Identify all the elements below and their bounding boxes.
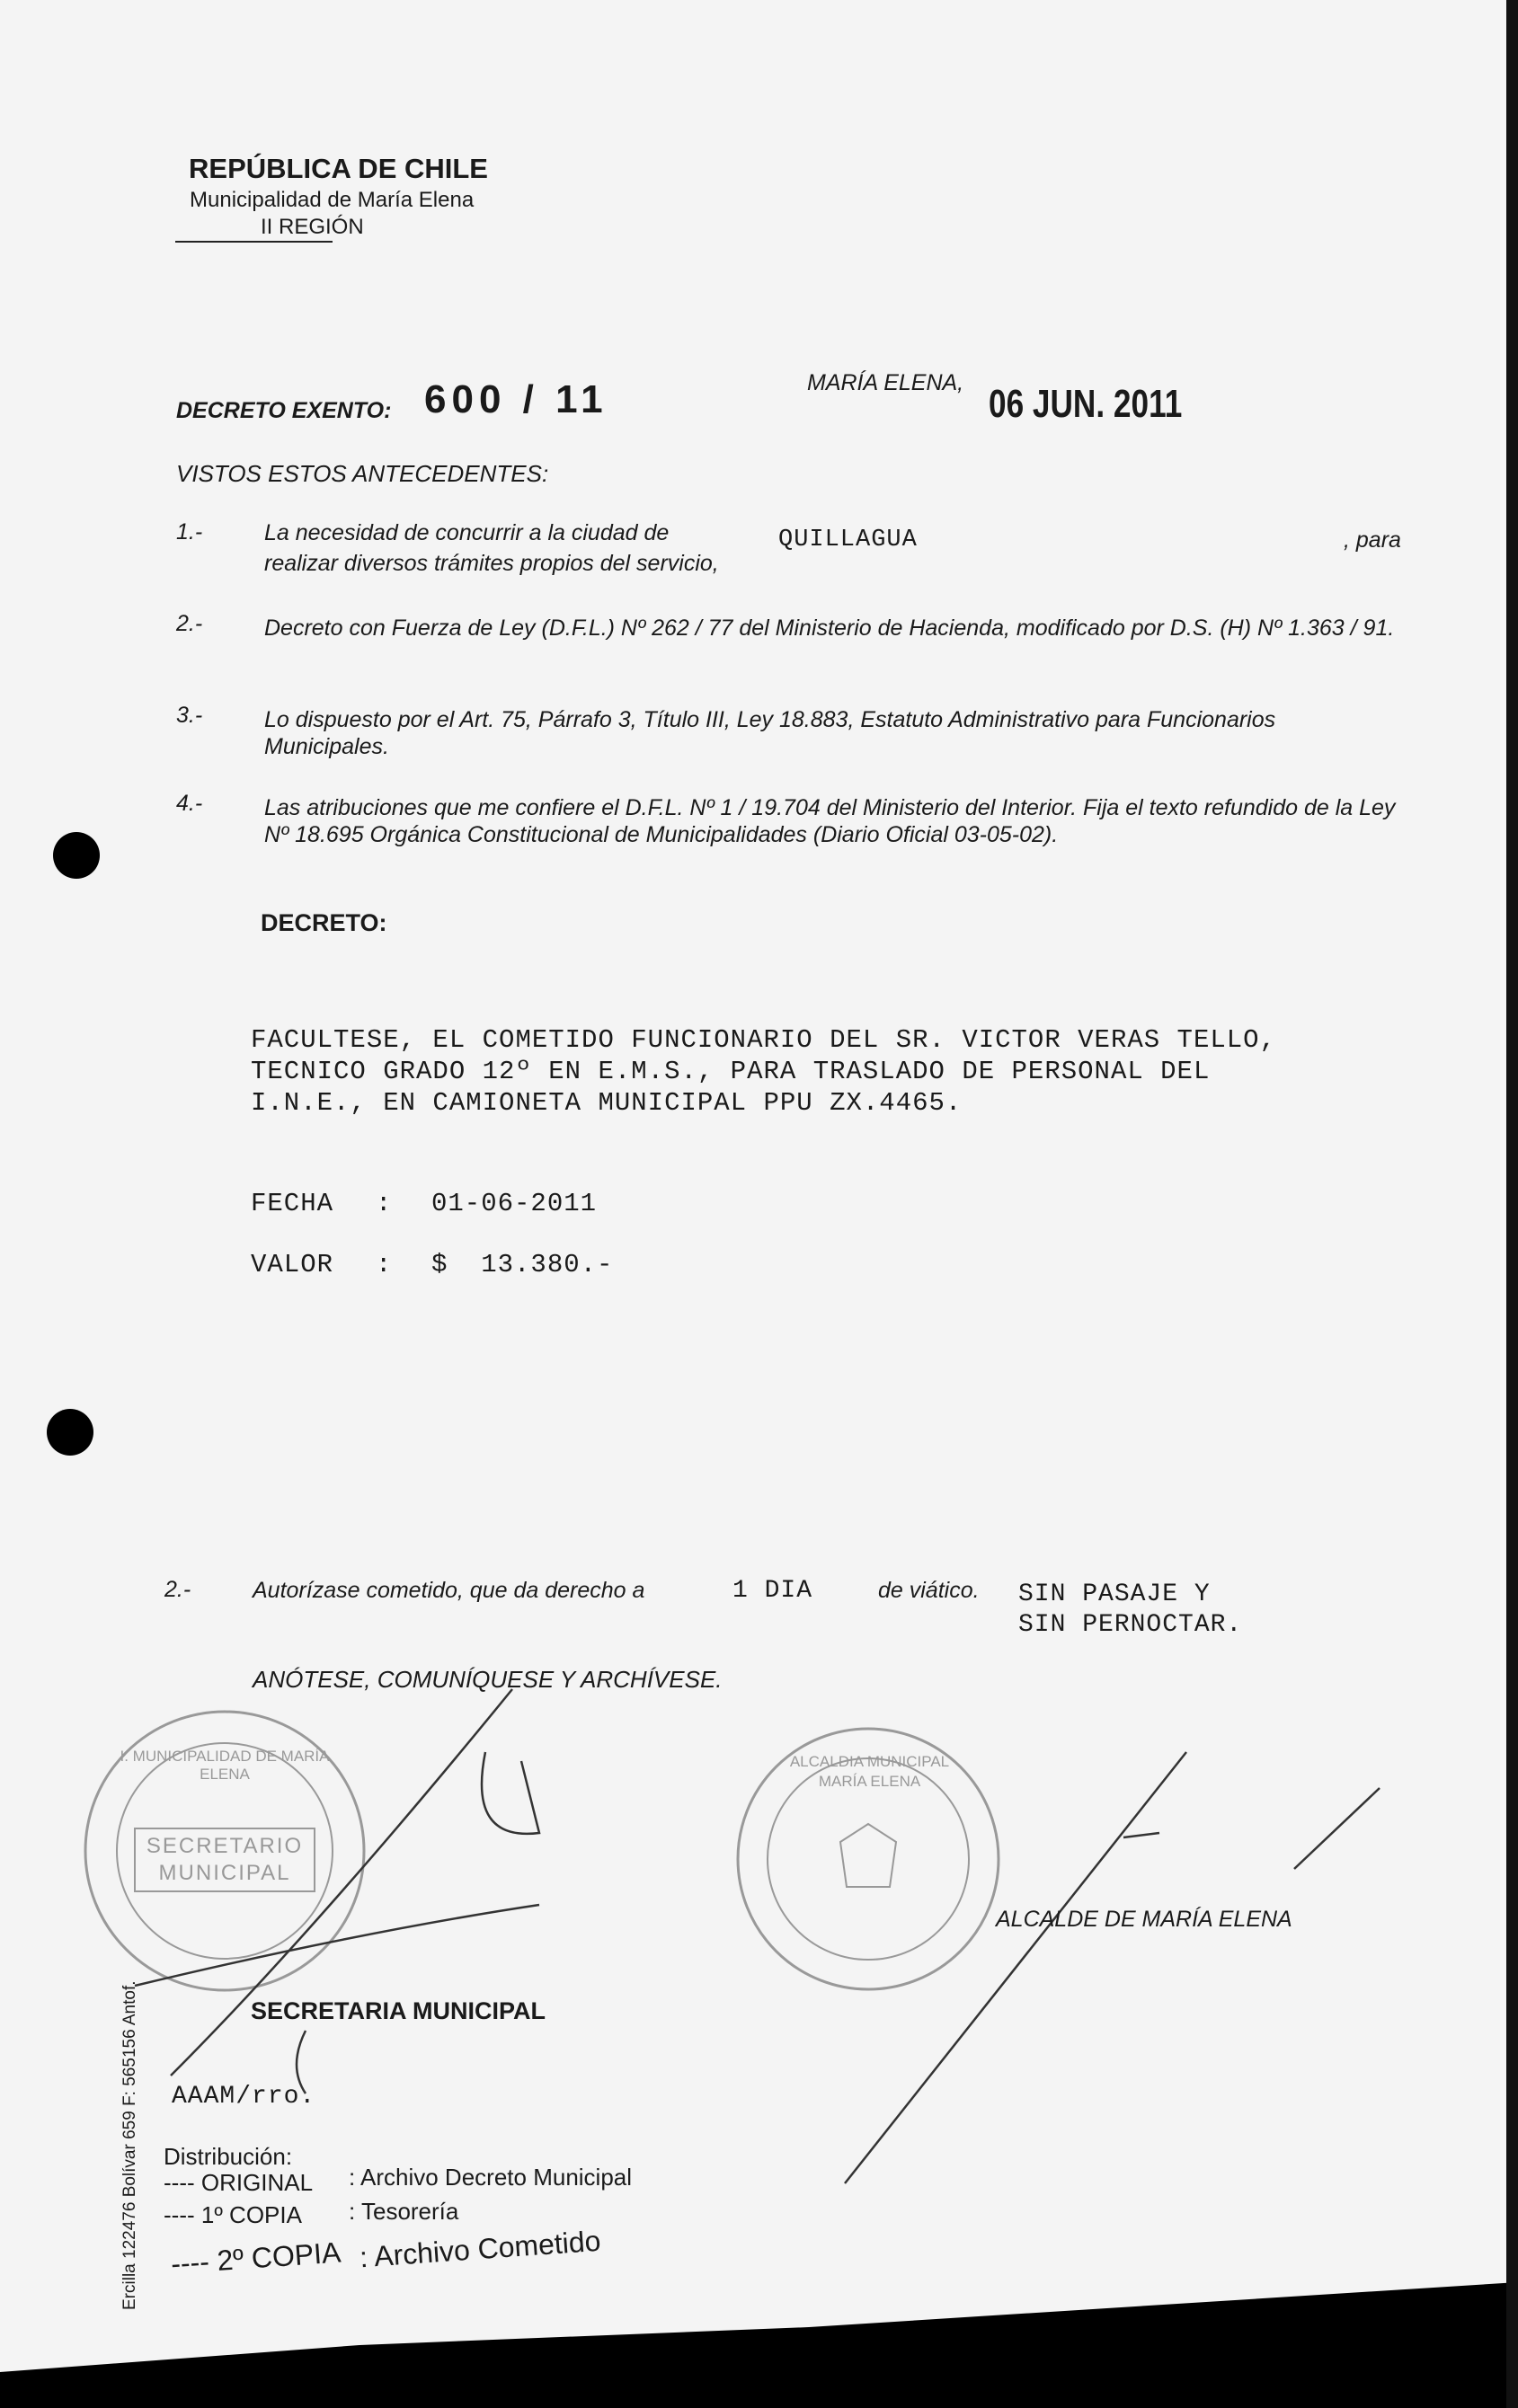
distribution-title: Distribución: <box>164 2143 293 2170</box>
punch-hole <box>53 832 100 879</box>
distribution-dest: : Tesorería <box>349 2198 459 2225</box>
mayor-signature <box>845 1752 1380 2183</box>
scan-edge <box>1506 0 1518 2408</box>
fecha-label: FECHA <box>251 1189 334 1218</box>
point2-number: 2.- <box>164 1577 191 1602</box>
point2-note: SIN PASAJE Y <box>1018 1580 1211 1608</box>
region-label: II REGIÓN <box>261 215 364 239</box>
item-number: 2.- <box>176 611 203 636</box>
decree-body-line: TECNICO GRADO 12º EN E.M.S., PARA TRASLADO DE PERSONAL DEL <box>251 1057 1211 1086</box>
punch-hole <box>47 1409 93 1456</box>
decree-number-stamp: 600 / 11 <box>424 377 608 421</box>
place-label: MARÍA ELENA, <box>807 370 964 395</box>
point2-note: SIN PERNOCTAR. <box>1018 1611 1243 1639</box>
distribution-dest: : Archivo Decreto Municipal <box>349 2164 633 2191</box>
item-number: 3.- <box>176 703 203 728</box>
distribution-copy: ---- 2º COPIA <box>169 2235 342 2280</box>
stamp-ring-text: I. MUNICIPALIDAD DE MARÍA ELENA <box>120 1748 330 1783</box>
decree-label: DECRETO EXENTO: <box>176 398 392 423</box>
decree-body-line: FACULTESE, EL COMETIDO FUNCIONARIO DEL SR. VICTOR VERAS TELLO, <box>251 1025 1276 1055</box>
valor-label: VALOR <box>251 1250 334 1279</box>
distribution-copy: ---- 1º COPIA <box>164 2201 302 2228</box>
valor-value: $ 13.380.- <box>431 1250 614 1279</box>
point2-text: de viático. <box>878 1578 980 1603</box>
fecha-value: 01-06-2011 <box>431 1189 598 1218</box>
item-text: , para <box>1344 527 1401 553</box>
decree-body-line: I.N.E., EN CAMIONETA MUNICIPAL PPU ZX.4465. <box>251 1088 963 1118</box>
point2-text: Autorízase cometido, que da derecho a <box>253 1578 645 1603</box>
item-text: Lo dispuesto por el Art. 75, Párrafo 3, Título III, Ley 18.883, Estatuto Administrativo para Funcionarios Municipales. <box>264 707 1276 759</box>
printer-imprint: Ercilla 122476 Bolívar 659 F: 565156 Antof. <box>120 1980 139 2310</box>
distribution-dest: : Archivo Cometido <box>359 2224 602 2274</box>
item-text: realizar diversos trámites propios del servicio, <box>264 551 719 576</box>
mayor-title: ALCALDE DE MARÍA ELENA <box>996 1907 1292 1932</box>
distribution-copy: ---- ORIGINAL <box>164 2169 314 2196</box>
stamp-ring-text: ALCALDIA MUNICIPAL MARÍA ELENA <box>789 1753 950 1790</box>
vistos-title: VISTOS ESTOS ANTECEDENTES: <box>176 460 549 487</box>
secretary-title: SECRETARIA MUNICIPAL <box>251 1997 546 2024</box>
country-title: REPÚBLICA DE CHILE <box>189 153 488 184</box>
item-number: 4.- <box>176 791 203 816</box>
item-number: 1.- <box>176 519 203 544</box>
scan-edge <box>0 2282 1518 2408</box>
stamp-center-text: SECRETARIO MUNICIPAL <box>146 1834 304 1885</box>
closing-formula: ANÓTESE, COMUNÍQUESE Y ARCHÍVESE. <box>253 1666 723 1693</box>
item-text: Decreto con Fuerza de Ley (D.F.L.) Nº 262 / 77 del Ministerio de Hacienda, modificado por D.S. (H) Nº 1.363 / 91. <box>264 615 1395 641</box>
municipality-name: Municipalidad de María Elena <box>190 188 475 212</box>
initials: AAAM/rro. <box>172 2083 316 2111</box>
item-text: Las atribuciones que me confiere el D.F.L. Nº 1 / 19.704 del Ministerio del Interior. Fija el texto refundido de la Ley Nº 18.695 Orgánica Constitucional de Municipalidades (Diario Oficial 03-05-02). <box>264 795 1396 847</box>
viatico-days: 1 DIA <box>732 1577 813 1605</box>
decreto-title: DECRETO: <box>261 909 387 936</box>
date-stamp: 06 JUN. 2011 <box>989 382 1183 426</box>
item-text: La necesidad de concurrir a la ciudad de <box>264 520 670 545</box>
destination-city: QUILLAGUA <box>778 527 918 553</box>
